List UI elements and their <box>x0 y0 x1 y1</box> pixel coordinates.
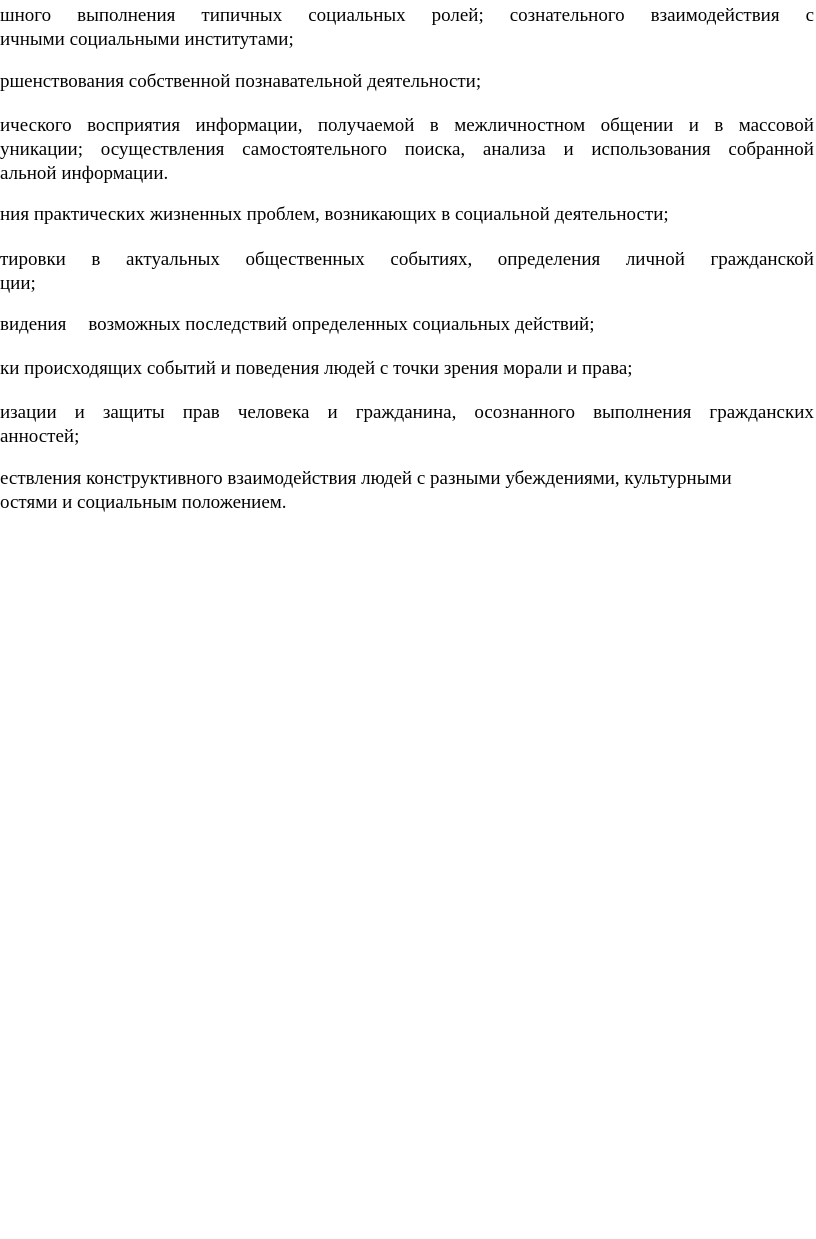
text-line: анностей; <box>0 426 80 447</box>
text-line: ния практических жизненных проблем, возникающих в социальной деятельности; <box>0 204 669 225</box>
text-line: ки происходящих событий и поведения людей с точки зрения морали и права; <box>0 358 633 379</box>
list-item <box>0 114 814 186</box>
text-line: ического восприятия информации, получаемой в межличностном общении и в массовой <box>0 115 814 136</box>
list-item <box>0 4 814 52</box>
text-line: альной информации. <box>0 163 169 184</box>
text-line: ции; <box>0 273 36 294</box>
list-item <box>0 467 814 515</box>
text-line: ествления конструктивного взаимодействия людей с разными убеждениями, культурными <box>0 468 732 489</box>
text-line: тировки в актуальных общественных событиях, определения личной гражданской <box>0 249 814 270</box>
text-line: уникации; осуществления самостоятельного поиска, анализа и использования собранной <box>0 139 814 160</box>
list-item <box>0 401 814 449</box>
text-line: ршенствования собственной познавательной деятельности; <box>0 71 482 92</box>
text-line: изации и защиты прав человека и гражданина, осознанного выполнения гражданских <box>0 402 814 423</box>
list-item <box>0 70 814 94</box>
text-line: видения возможных последствий определенных социальных действий; <box>0 314 595 335</box>
list-item <box>0 313 814 337</box>
list-item <box>0 203 814 227</box>
text-line: остями и социальным положением. <box>0 492 287 513</box>
list-item <box>0 357 814 381</box>
list-item <box>0 248 814 296</box>
text-line: шного выполнения типичных социальных ролей; сознательного взаимодействия с <box>0 5 814 26</box>
text-line: ичными социальными институтами; <box>0 29 294 50</box>
